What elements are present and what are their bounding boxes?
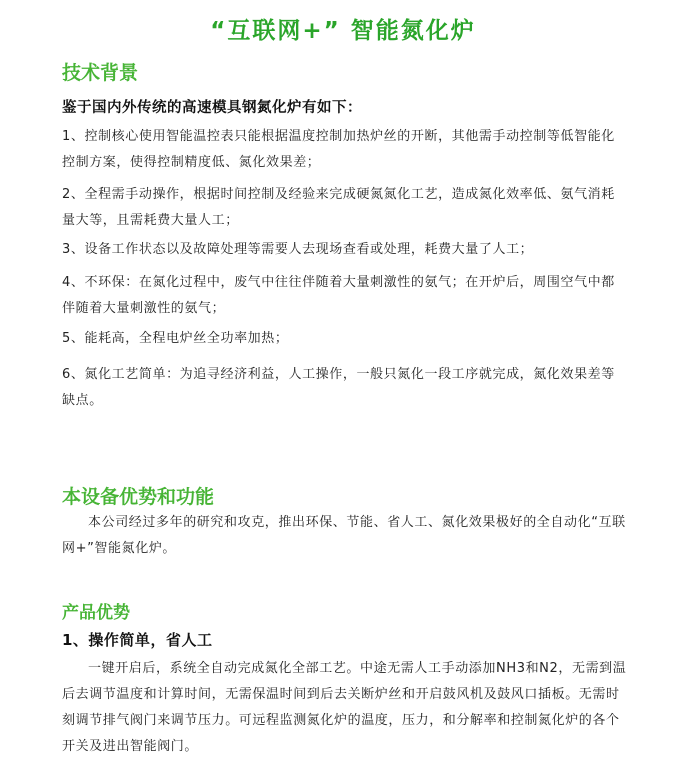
product-point-1-title: 1、操作简单，省人工: [62, 631, 213, 649]
section-heading-advantages: 本设备优势和功能: [62, 486, 215, 508]
background-item-6: 6、氮化工艺简单：为追寻经济利益，人工操作，一般只氮化一段工序就完成，氮化效果差等缺点。: [62, 367, 615, 408]
page-title: “互联网+” 智能氮化炉: [210, 18, 476, 44]
section-heading-product: 产品优势: [62, 603, 130, 623]
background-lead: 鉴于国内外传统的高速模具钢氮化炉有如下：: [62, 100, 362, 116]
background-item-1: 1、控制核心使用智能温控表只能根据温度控制加热炉丝的开断，其他需手动控制等低智能化控制方案，使得控制精度低、氮化效果差；: [62, 129, 615, 170]
advantages-intro: 本公司经过多年的研究和攻克，推出环保、节能、省人工、氮化效果极好的全自动化“互联网+”智能氮化炉。: [62, 515, 626, 556]
background-item-4: 4、不环保：在氮化过程中，废气中往往伴随着大量刺激性的氨气；在开炉后，周围空气中都伴随着大量刺激性的氨气；: [62, 275, 615, 316]
product-point-1-body: 一键开启后，系统全自动完成氮化全部工艺。中途无需人工手动添加NH3和N2，无需到温后去调节温度和计算时间，无需保温时间到后去关断炉丝和开启鼓风机及鼓风口插板。无需时刻调节排气阀门来调节压力。可远程监测氮化炉的温度，压力，和分解率和控制氮化炉的各个开关及进出智能阀门。: [62, 661, 627, 754]
background-item-2: 2、全程需手动操作，根据时间控制及经验来完成硬氮氮化工艺，造成氮化效率低、氨气消耗量大等，且需耗费大量人工；: [62, 187, 615, 228]
background-item-5: 5、能耗高，全程电炉丝全功率加热；: [62, 331, 289, 346]
background-item-3: 3、设备工作状态以及故障处理等需要人去现场查看或处理，耗费大量了人工；: [62, 242, 534, 257]
section-heading-background: 技术背景: [62, 62, 139, 84]
